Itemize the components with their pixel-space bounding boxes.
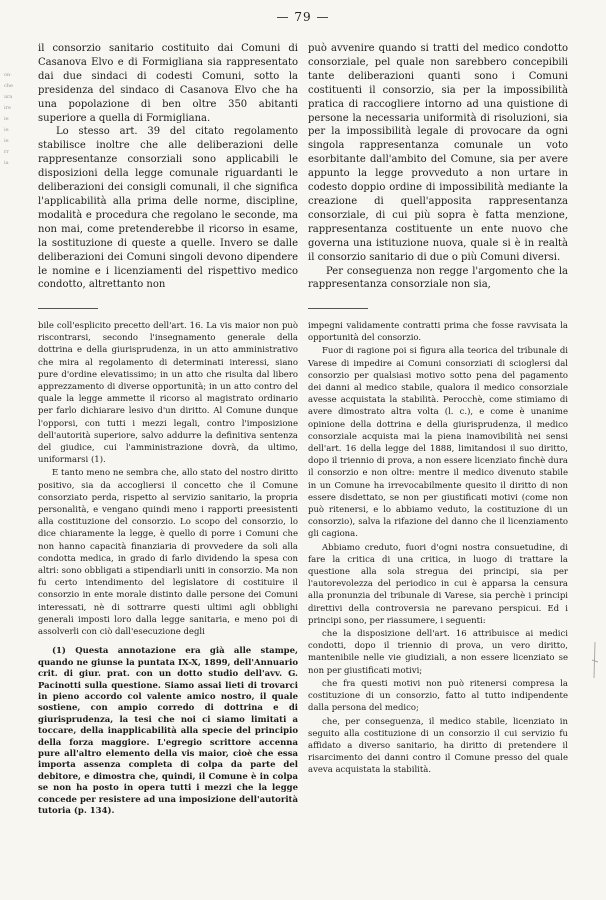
margin-note: che: [4, 83, 13, 89]
note-paragraph: che fra questi motivi non può ritenersi compresa la costituzione di un consorzio, fatto al tutto indipendente dalla persona del medico;: [308, 678, 568, 714]
paragraph: il consorzio sanitario costituito dai Comuni di Casanova Elvo e di Formigliana sia rappresentato dai due sindaci di codesti Comuni, sotto la presidenza del sindaco di Casanova Elvo che ha una popolazione di ben oltre 350 abitanti superiore a quella di Formigliana.: [38, 43, 298, 124]
margin-note: ara: [4, 94, 13, 100]
right-column-notes: [308, 320, 568, 778]
paragraph: può avvenire quando si tratti del medico condotto consorziale, pel quale non sarebbero concepibili tante deliberazioni quanti sono i Comuni costituenti il consorzio, sia per la impossibilità pratica di raccogliere intorno ad una quistione di persone la necessaria uniformità di risoluzioni, sia per la impossibilità legale di provocare da ogni singola rappresentanza comunale un voto esorbitante dall'ambito del Comune, sia per avere appunto la legge provveduto a non urtare in codesto doppio ordine di impossibilità mediante la creazione di quell'apposita rappresentanza consorziale, di cui più sopra è fatta menzione, rappresentanza costituente un ente nuovo che governa una istituzione nuova, quale si è in realtà il consorzio sanitario di due o più Comuni diversi.: [308, 43, 568, 263]
note-paragraph: Abbiamo creduto, fuori d'ogni nostra consuetudine, di fare la critica di una critica, in luogo di trattare la questione alla sola stregua dei principi, sia per l'autorevolezza del periodico in cui è apparsa la censura alla pronunzia del tribunale di Varese, sia perchè i principi direttivi della controversia ne parevano perspicui. Ed i principi sono, per riassumere, i seguenti:: [308, 542, 568, 626]
note-paragraph: Fuor di ragione poi si figura alla teorica del tribunale di Varese di impedire ai Comuni consorziati di scioglersi dal consorzio per qualsiasi motivo sotto pena del pagamento dei danni al medico stabile, qualora il medico consorziale avesse acquistata la stabilità. Perocchè, come stimiamo di avere dimostrato altra volta (l. c.), e come è unanime opinione della dottrina e della giurisprudenza, il medico consorziale acquista mai la piena inamovibilità nei sensi dell'art. 16 della legge del 1888, limitandosi il suo diritto, dopo il triennio di prova, a non essere licenziato finchè dura il consorzio e non oltre: mentre il medico divenuto stabile in un Comune ha irrevocabilmente quesito il diritto di non essere disdettato, se non per giustificati motivi (come non può ritenersi, e lo abbiamo veduto, la costituzione di un consorzio), salva la rifazione del danno che il licenziamento gli cagiona.: [308, 346, 568, 540]
note-paragraph: bile coll'esplicito precetto dell'art. 16. La vis maior non può riscontrarsi, secondo l'insegnamento generale della dottrina e della giurisprudenza, in un atto amministrativo che mira al regolamento di determinati interessi, siano pure d'ordine elevatissimo; in un atto che risulta dal libero apprezzamento di diverse opportunità; in un atto contro del quale la legge ammette il ricorso al magistrato ordinario per farlo dichiarare lesivo d'un diritto. Al Comune dunque l'opporsi, con tutti i mezzi legali, contro l'imposizione dell'autorità superiore, salvo addurre la definitiva sentenza del giudice, cui l'amministrazione dovrà, da ultimo, uniformarsi (1).: [38, 321, 298, 466]
margin-note: ie: [4, 127, 9, 133]
pencil-mark-icon: [590, 640, 600, 680]
left-column-notes: [38, 320, 298, 818]
note-paragraph: che, per conseguenza, il medico stabile, licenziato in seguito alla costituzione di un consorzio il cui servizio fu affidato a diverso sanitario, ha diritto di pretendere il risarcimento dei danni contro il Comune presso del quale aveva acquistata la stabilità.: [308, 716, 568, 776]
column-separator: [38, 308, 98, 309]
margin-note: on·: [4, 72, 12, 78]
margin-note: ie: [4, 116, 9, 122]
note-paragraph: E tanto meno ne sembra che, allo stato del nostro diritto positivo, sia da accogliersi il concetto che il Comune consorziato perda, rispetto al servizio sanitario, la propria personalità, e vengano quindi meno i rapporti preesistenti alla costituzione del consorzio. Lo scopo del consorzio, lo dice chiaramente la legge, è quello di porre i Comuni che non hanno capacità finanziaria di provvedere da soli alla condotta medica, in grado di farlo dividendo la spesa con altri: sono obbligati a stipendiarli uniti in consorzio. Ma non fu certo intendimento del legislatore di costituire il consorzio in ente morale distinto dalle persone dei Comuni interessati, nè di sottrarre questi ultimi agli obblighi generali imposti loro dalla legge sanitaria, e meno poi di assolverli con ciò dall'esecuzione degli: [38, 468, 298, 638]
footnote: (1) Questa annotazione era già alle stampe, quando ne giunse la puntata IX-X, 1899, dell'Annuario crit. di giur. prat. con un dotto studio dell'avv. G. Pacinotti sulla questione. Siamo assai lieti di trovarci in pieno accordo col valente amico nostro, il quale sostiene, con ampio corredo di dottrina e di giurisprudenza, la tesi che noi ci siamo limitati a toccare, della inapplicabilità alla specie del principio della forza maggiore. L'egregio scrittore accenna pure all'altro elemento della vis maior, cioè che essa importa assenza completa di colpa da parte del debitore, e dimostra che, quindi, il Comune è in colpa se non ha posto in opera tutti i mezzi che la legge concede per resistere ad una imposizione dell'autorità tutoria (p. 134).: [38, 646, 298, 816]
right-column-main: [308, 42, 568, 292]
margin-note: ie: [4, 138, 9, 144]
column-separator: [308, 308, 368, 309]
margin-notes: [4, 72, 22, 171]
note-paragraph: impegni validamente contratti prima che fosse ravvisata la opportunità del consorzio.: [308, 321, 568, 344]
left-column-main: [38, 42, 298, 292]
page-number: — 79 —: [276, 10, 330, 24]
paragraph: Per conseguenza non regge l'argomento che la rappresentanza consorziale non sia,: [308, 265, 568, 291]
note-paragraph: che la disposizione dell'art. 16 attribuisce ai medici condotti, dopo il triennio di prova, un vero diritto, mantenibile nelle vie giudiziali, a non essere licenziato se non per giustificati motivi;: [308, 629, 568, 676]
margin-note: ire: [4, 105, 11, 111]
margin-note: ia: [4, 160, 9, 166]
margin-note: rr: [4, 149, 9, 155]
paragraph: Lo stesso art. 39 del citato regolamento stabilisce inoltre che alle deliberazioni delle rappresentanze consorziali sono applicabili le disposizioni della legge comunale riguardanti le deliberazioni dei consigli comunali, il che significa l'applicabilità alla prima delle norme, discipline, modalità e procedura che regolano le seconde, ma non mai, come pretenderebbe il ricorso in esame, la sostituzione di queste a quelle. Invero se dalle deliberazioni dei Comuni singoli devono dipendere le nomine e i licenziamenti del rispettivo medico condotto, altrettanto non: [38, 126, 298, 291]
